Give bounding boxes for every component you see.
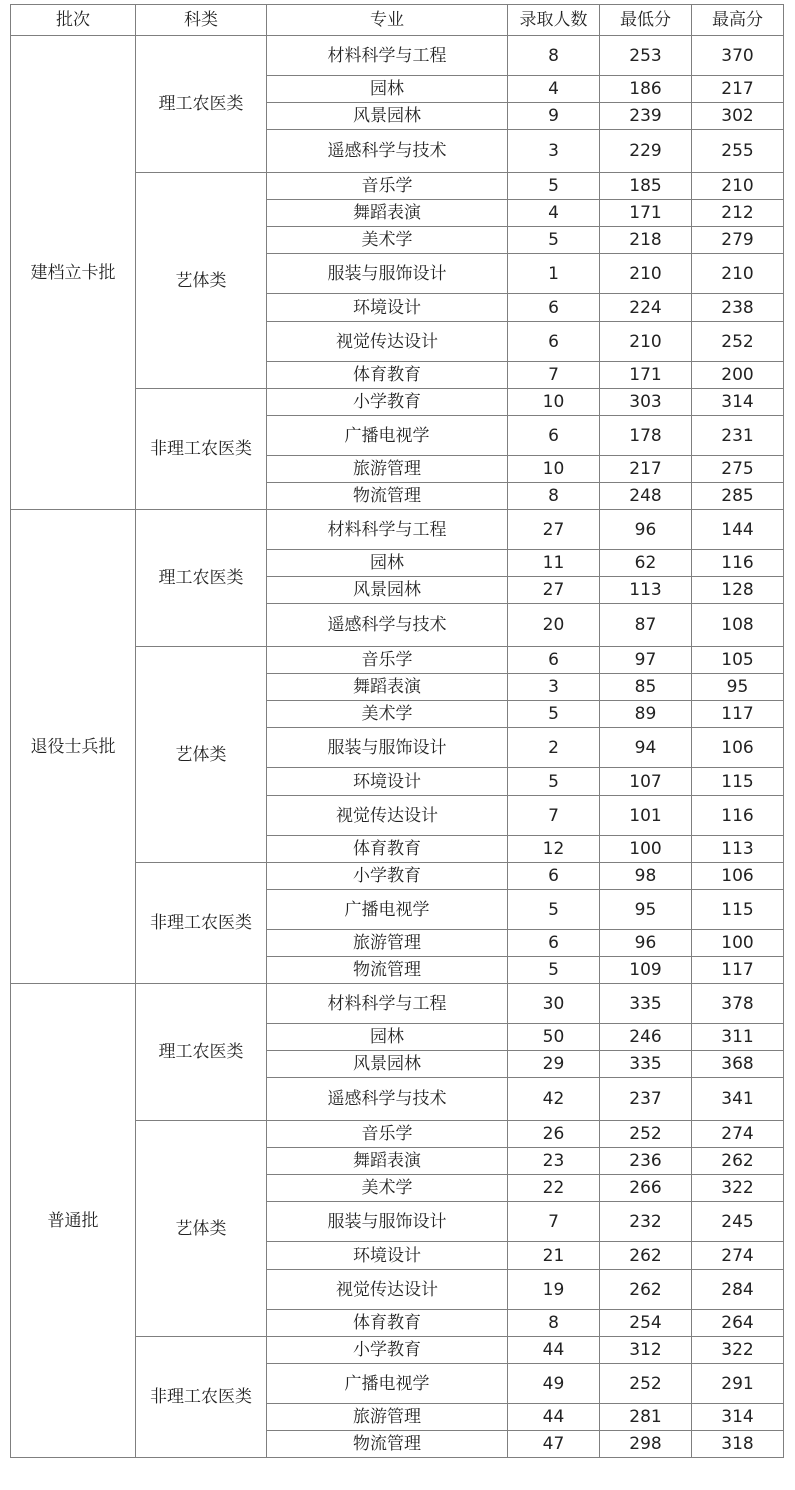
major-cell: 环境设计 — [267, 768, 508, 796]
max-score-cell: 275 — [692, 456, 784, 483]
table-body — [11, 36, 784, 1458]
table-row — [11, 36, 784, 76]
count-cell: 21 — [508, 1242, 600, 1270]
max-score-cell: 95 — [692, 674, 784, 701]
min-score-cell: 101 — [600, 796, 692, 836]
major-cell: 音乐学 — [267, 1121, 508, 1148]
count-cell: 5 — [508, 701, 600, 728]
min-score-cell: 171 — [600, 362, 692, 389]
count-cell: 7 — [508, 796, 600, 836]
min-score-cell: 232 — [600, 1202, 692, 1242]
major-cell: 物流管理 — [267, 483, 508, 510]
min-score-cell: 113 — [600, 577, 692, 604]
major-cell: 小学教育 — [267, 389, 508, 416]
min-score-cell: 96 — [600, 930, 692, 957]
max-score-cell: 217 — [692, 76, 784, 103]
count-cell: 7 — [508, 1202, 600, 1242]
major-cell: 美术学 — [267, 227, 508, 254]
min-score-cell: 224 — [600, 294, 692, 322]
min-score-cell: 335 — [600, 984, 692, 1024]
min-score-cell: 248 — [600, 483, 692, 510]
major-cell: 视觉传达设计 — [267, 796, 508, 836]
header-major: 专业 — [267, 5, 508, 36]
major-cell: 美术学 — [267, 701, 508, 728]
count-cell: 27 — [508, 577, 600, 604]
max-score-cell: 274 — [692, 1121, 784, 1148]
major-cell: 音乐学 — [267, 173, 508, 200]
major-cell: 广播电视学 — [267, 416, 508, 456]
max-score-cell: 231 — [692, 416, 784, 456]
max-score-cell: 252 — [692, 322, 784, 362]
max-score-cell: 106 — [692, 728, 784, 768]
count-cell: 5 — [508, 890, 600, 930]
min-score-cell: 236 — [600, 1148, 692, 1175]
count-cell: 44 — [508, 1404, 600, 1431]
max-score-cell: 314 — [692, 1404, 784, 1431]
major-cell: 物流管理 — [267, 1431, 508, 1458]
category-cell: 非理工农医类 — [136, 1337, 267, 1458]
header-count: 录取人数 — [508, 5, 600, 36]
max-score-cell: 341 — [692, 1078, 784, 1121]
count-cell: 5 — [508, 768, 600, 796]
min-score-cell: 210 — [600, 322, 692, 362]
count-cell: 8 — [508, 36, 600, 76]
count-cell: 10 — [508, 456, 600, 483]
min-score-cell: 218 — [600, 227, 692, 254]
max-score-cell: 108 — [692, 604, 784, 647]
header-max-score: 最高分 — [692, 5, 784, 36]
min-score-cell: 246 — [600, 1024, 692, 1051]
max-score-cell: 115 — [692, 890, 784, 930]
count-cell: 6 — [508, 294, 600, 322]
major-cell: 风景园林 — [267, 1051, 508, 1078]
max-score-cell: 279 — [692, 227, 784, 254]
max-score-cell: 245 — [692, 1202, 784, 1242]
max-score-cell: 100 — [692, 930, 784, 957]
major-cell: 舞蹈表演 — [267, 200, 508, 227]
count-cell: 8 — [508, 483, 600, 510]
min-score-cell: 185 — [600, 173, 692, 200]
batch-cell: 建档立卡批 — [11, 36, 136, 510]
batch-cell: 普通批 — [11, 984, 136, 1458]
major-cell: 物流管理 — [267, 957, 508, 984]
count-cell: 6 — [508, 647, 600, 674]
min-score-cell: 98 — [600, 863, 692, 890]
max-score-cell: 117 — [692, 957, 784, 984]
major-cell: 旅游管理 — [267, 930, 508, 957]
count-cell: 30 — [508, 984, 600, 1024]
major-cell: 环境设计 — [267, 1242, 508, 1270]
min-score-cell: 94 — [600, 728, 692, 768]
min-score-cell: 253 — [600, 36, 692, 76]
min-score-cell: 252 — [600, 1364, 692, 1404]
min-score-cell: 96 — [600, 510, 692, 550]
major-cell: 园林 — [267, 550, 508, 577]
major-cell: 舞蹈表演 — [267, 1148, 508, 1175]
count-cell: 2 — [508, 728, 600, 768]
count-cell: 47 — [508, 1431, 600, 1458]
max-score-cell: 115 — [692, 768, 784, 796]
count-cell: 3 — [508, 130, 600, 173]
major-cell: 材料科学与工程 — [267, 36, 508, 76]
min-score-cell: 312 — [600, 1337, 692, 1364]
max-score-cell: 322 — [692, 1337, 784, 1364]
min-score-cell: 97 — [600, 647, 692, 674]
max-score-cell: 264 — [692, 1310, 784, 1337]
count-cell: 49 — [508, 1364, 600, 1404]
max-score-cell: 200 — [692, 362, 784, 389]
major-cell: 材料科学与工程 — [267, 510, 508, 550]
major-cell: 材料科学与工程 — [267, 984, 508, 1024]
table-row — [11, 984, 784, 1024]
major-cell: 美术学 — [267, 1175, 508, 1202]
min-score-cell: 298 — [600, 1431, 692, 1458]
max-score-cell: 116 — [692, 796, 784, 836]
count-cell: 9 — [508, 103, 600, 130]
min-score-cell: 62 — [600, 550, 692, 577]
count-cell: 6 — [508, 322, 600, 362]
count-cell: 5 — [508, 227, 600, 254]
max-score-cell: 314 — [692, 389, 784, 416]
major-cell: 舞蹈表演 — [267, 674, 508, 701]
min-score-cell: 107 — [600, 768, 692, 796]
count-cell: 6 — [508, 863, 600, 890]
header-row — [11, 5, 784, 36]
category-cell: 理工农医类 — [136, 36, 267, 173]
count-cell: 22 — [508, 1175, 600, 1202]
major-cell: 体育教育 — [267, 1310, 508, 1337]
min-score-cell: 239 — [600, 103, 692, 130]
count-cell: 29 — [508, 1051, 600, 1078]
count-cell: 4 — [508, 76, 600, 103]
major-cell: 风景园林 — [267, 103, 508, 130]
min-score-cell: 237 — [600, 1078, 692, 1121]
min-score-cell: 100 — [600, 836, 692, 863]
major-cell: 视觉传达设计 — [267, 1270, 508, 1310]
major-cell: 服装与服饰设计 — [267, 254, 508, 294]
max-score-cell: 255 — [692, 130, 784, 173]
min-score-cell: 266 — [600, 1175, 692, 1202]
count-cell: 10 — [508, 389, 600, 416]
count-cell: 1 — [508, 254, 600, 294]
category-cell: 非理工农医类 — [136, 389, 267, 510]
category-cell: 理工农医类 — [136, 510, 267, 647]
max-score-cell: 322 — [692, 1175, 784, 1202]
max-score-cell: 117 — [692, 701, 784, 728]
category-cell: 艺体类 — [136, 173, 267, 389]
count-cell: 42 — [508, 1078, 600, 1121]
count-cell: 44 — [508, 1337, 600, 1364]
max-score-cell: 262 — [692, 1148, 784, 1175]
min-score-cell: 109 — [600, 957, 692, 984]
count-cell: 20 — [508, 604, 600, 647]
major-cell: 风景园林 — [267, 577, 508, 604]
max-score-cell: 378 — [692, 984, 784, 1024]
max-score-cell: 318 — [692, 1431, 784, 1458]
major-cell: 遥感科学与技术 — [267, 1078, 508, 1121]
count-cell: 23 — [508, 1148, 600, 1175]
min-score-cell: 262 — [600, 1270, 692, 1310]
major-cell: 体育教育 — [267, 836, 508, 863]
min-score-cell: 178 — [600, 416, 692, 456]
header-batch: 批次 — [11, 5, 136, 36]
major-cell: 遥感科学与技术 — [267, 604, 508, 647]
min-score-cell: 335 — [600, 1051, 692, 1078]
count-cell: 12 — [508, 836, 600, 863]
category-cell: 艺体类 — [136, 647, 267, 863]
min-score-cell: 95 — [600, 890, 692, 930]
max-score-cell: 113 — [692, 836, 784, 863]
major-cell: 视觉传达设计 — [267, 322, 508, 362]
min-score-cell: 89 — [600, 701, 692, 728]
min-score-cell: 252 — [600, 1121, 692, 1148]
admission-scores-table — [10, 4, 784, 1458]
max-score-cell: 210 — [692, 173, 784, 200]
major-cell: 体育教育 — [267, 362, 508, 389]
count-cell: 7 — [508, 362, 600, 389]
max-score-cell: 284 — [692, 1270, 784, 1310]
header-category: 科类 — [136, 5, 267, 36]
count-cell: 6 — [508, 416, 600, 456]
table-row — [11, 510, 784, 550]
count-cell: 4 — [508, 200, 600, 227]
header-min-score: 最低分 — [600, 5, 692, 36]
min-score-cell: 229 — [600, 130, 692, 173]
major-cell: 服装与服饰设计 — [267, 1202, 508, 1242]
count-cell: 27 — [508, 510, 600, 550]
max-score-cell: 210 — [692, 254, 784, 294]
count-cell: 8 — [508, 1310, 600, 1337]
major-cell: 广播电视学 — [267, 890, 508, 930]
count-cell: 26 — [508, 1121, 600, 1148]
count-cell: 19 — [508, 1270, 600, 1310]
max-score-cell: 116 — [692, 550, 784, 577]
min-score-cell: 303 — [600, 389, 692, 416]
major-cell: 旅游管理 — [267, 456, 508, 483]
count-cell: 50 — [508, 1024, 600, 1051]
count-cell: 11 — [508, 550, 600, 577]
min-score-cell: 85 — [600, 674, 692, 701]
max-score-cell: 285 — [692, 483, 784, 510]
max-score-cell: 144 — [692, 510, 784, 550]
max-score-cell: 311 — [692, 1024, 784, 1051]
min-score-cell: 281 — [600, 1404, 692, 1431]
max-score-cell: 128 — [692, 577, 784, 604]
major-cell: 音乐学 — [267, 647, 508, 674]
count-cell: 6 — [508, 930, 600, 957]
min-score-cell: 262 — [600, 1242, 692, 1270]
max-score-cell: 106 — [692, 863, 784, 890]
min-score-cell: 210 — [600, 254, 692, 294]
major-cell: 小学教育 — [267, 1337, 508, 1364]
max-score-cell: 368 — [692, 1051, 784, 1078]
max-score-cell: 302 — [692, 103, 784, 130]
count-cell: 5 — [508, 957, 600, 984]
min-score-cell: 217 — [600, 456, 692, 483]
min-score-cell: 254 — [600, 1310, 692, 1337]
major-cell: 旅游管理 — [267, 1404, 508, 1431]
major-cell: 环境设计 — [267, 294, 508, 322]
max-score-cell: 105 — [692, 647, 784, 674]
min-score-cell: 87 — [600, 604, 692, 647]
max-score-cell: 274 — [692, 1242, 784, 1270]
category-cell: 理工农医类 — [136, 984, 267, 1121]
category-cell: 非理工农医类 — [136, 863, 267, 984]
max-score-cell: 291 — [692, 1364, 784, 1404]
min-score-cell: 186 — [600, 76, 692, 103]
category-cell: 艺体类 — [136, 1121, 267, 1337]
major-cell: 遥感科学与技术 — [267, 130, 508, 173]
major-cell: 小学教育 — [267, 863, 508, 890]
batch-cell: 退役士兵批 — [11, 510, 136, 984]
count-cell: 5 — [508, 173, 600, 200]
major-cell: 广播电视学 — [267, 1364, 508, 1404]
count-cell: 3 — [508, 674, 600, 701]
max-score-cell: 370 — [692, 36, 784, 76]
max-score-cell: 238 — [692, 294, 784, 322]
major-cell: 园林 — [267, 76, 508, 103]
major-cell: 服装与服饰设计 — [267, 728, 508, 768]
min-score-cell: 171 — [600, 200, 692, 227]
major-cell: 园林 — [267, 1024, 508, 1051]
max-score-cell: 212 — [692, 200, 784, 227]
